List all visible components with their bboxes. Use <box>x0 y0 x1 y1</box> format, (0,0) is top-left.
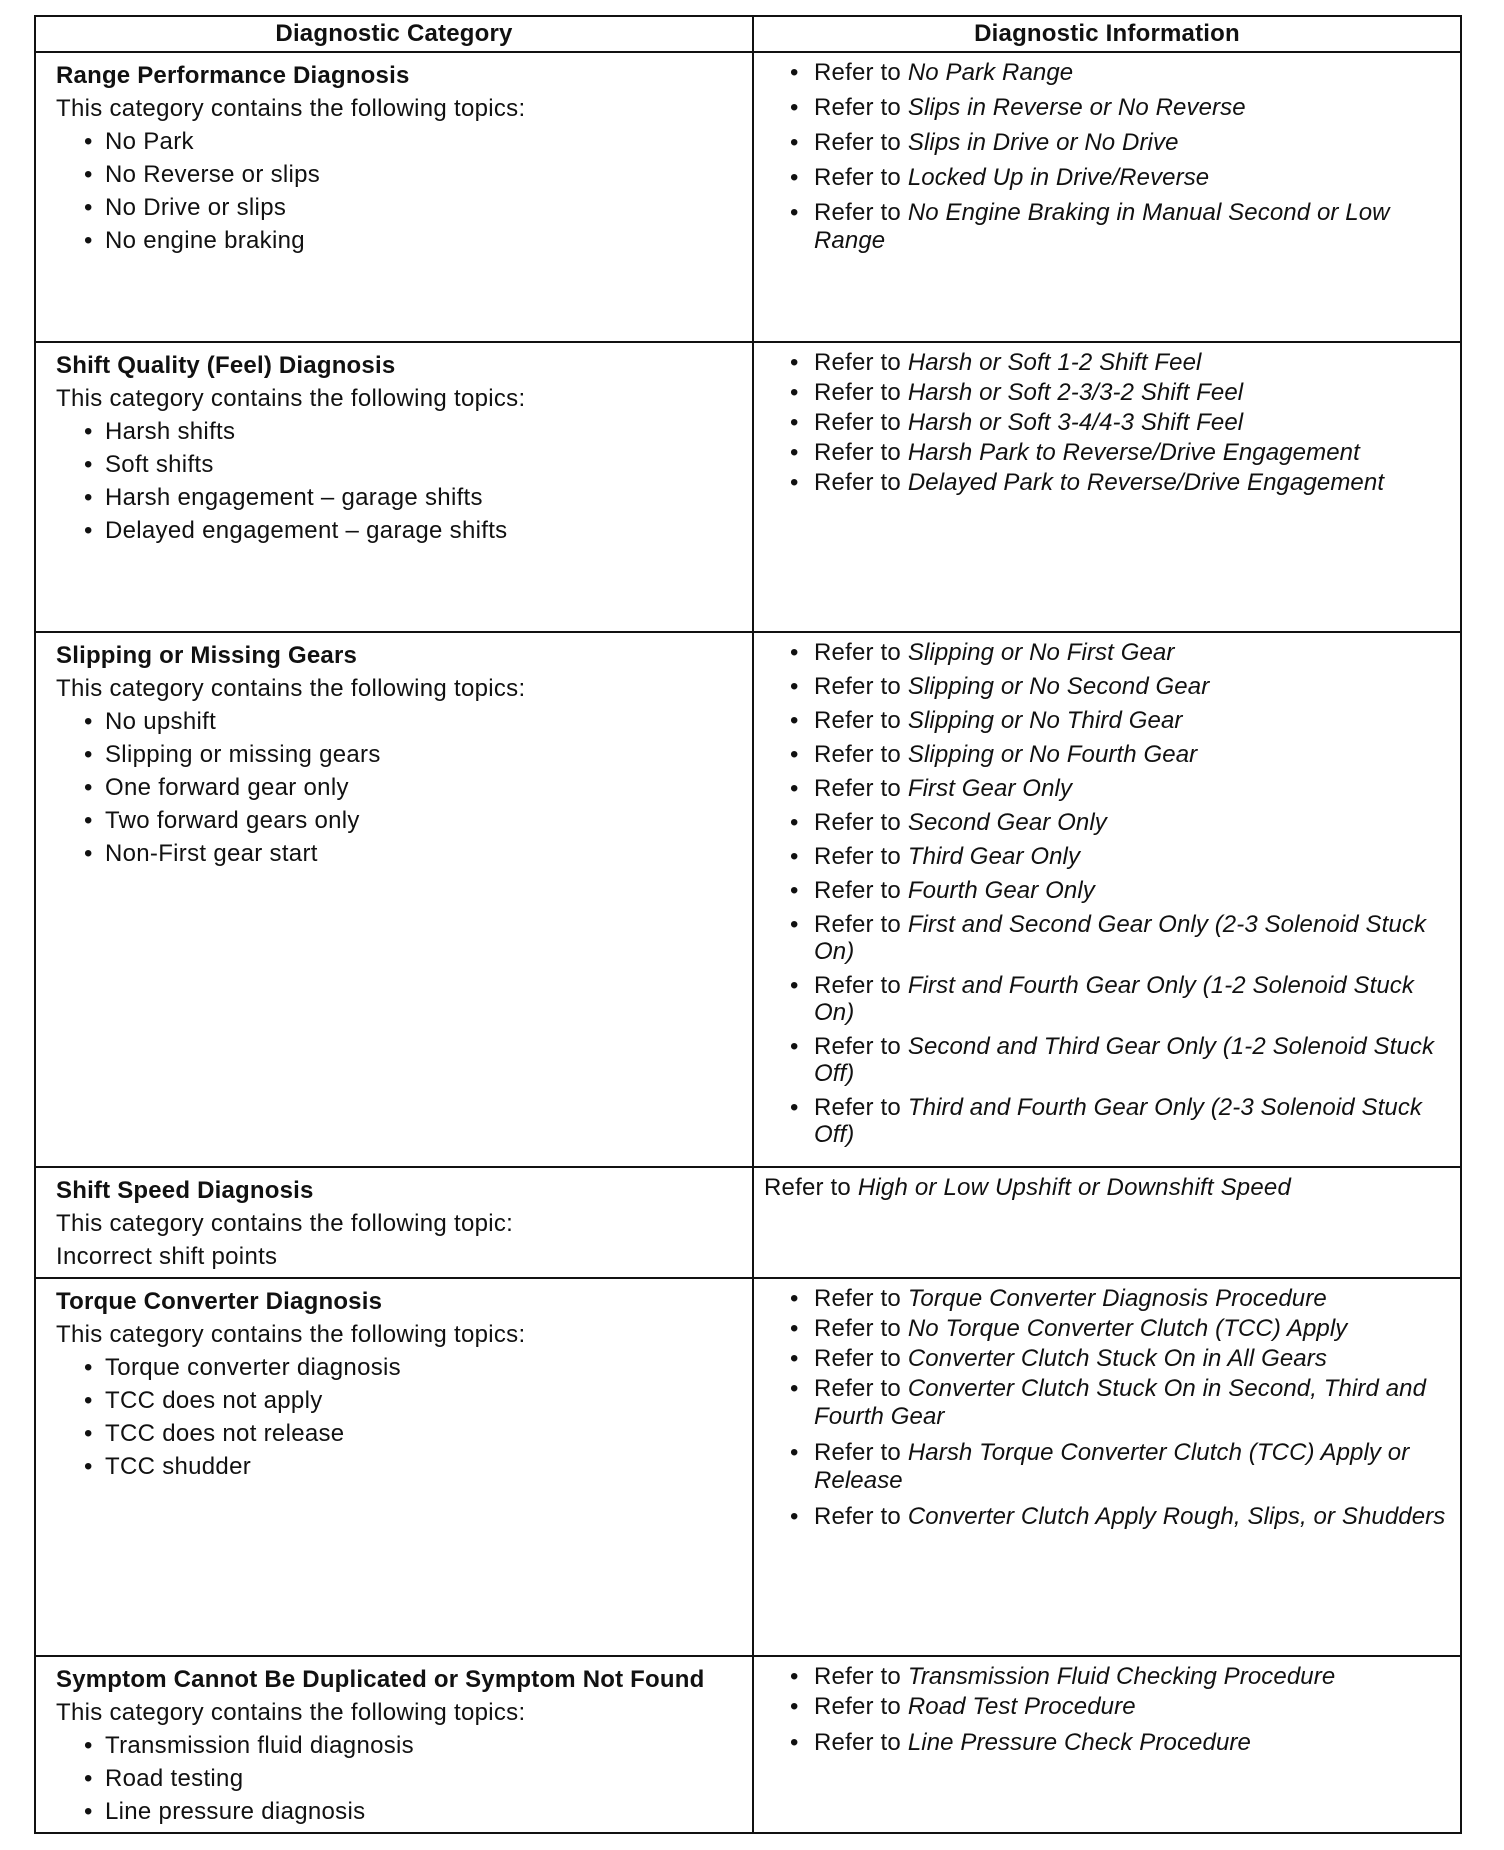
refer-prefix: Refer to <box>814 1375 901 1402</box>
reference-link[interactable]: Slips in Drive or No Drive <box>907 129 1179 156</box>
topic-item: • No upshift <box>84 705 742 738</box>
reference-link[interactable]: First and Second Gear Only (2-3 Solenoid Stuck On) <box>814 911 1427 965</box>
category-cell <box>35 632 753 1167</box>
topic-item: • No Park <box>84 125 742 158</box>
reference-item <box>790 1375 1450 1431</box>
topic-item: • Two forward gears only <box>84 804 742 837</box>
reference-link[interactable]: Harsh or Soft 3-4/4-3 Shift Feel <box>907 409 1244 436</box>
category-intro: This category contains the following topics: <box>56 1321 526 1348</box>
reference-link[interactable]: Torque Converter Diagnosis Procedure <box>907 1285 1327 1312</box>
header-diagnostic-information: Diagnostic Information <box>753 16 1461 52</box>
reference-item <box>790 809 1450 836</box>
reference-list <box>790 349 1450 497</box>
reference-item <box>790 379 1450 407</box>
refer-prefix: Refer to <box>814 1503 901 1530</box>
reference-item <box>790 673 1450 700</box>
information-cell <box>753 632 1461 1167</box>
reference-link[interactable]: No Park Range <box>907 59 1074 86</box>
topic-item: • No Drive or slips <box>84 191 742 224</box>
reference-item <box>790 469 1450 497</box>
table-row <box>35 342 1461 632</box>
information-cell <box>753 1167 1461 1278</box>
refer-prefix: Refer to <box>814 673 901 700</box>
refer-prefix: Refer to <box>814 775 901 802</box>
category-title: Shift Quality (Feel) Diagnosis <box>56 352 396 379</box>
category-title: Symptom Cannot Be Duplicated or Symptom Not Found <box>56 1666 705 1693</box>
topic-list <box>56 415 742 547</box>
reference-item <box>790 1439 1450 1495</box>
diagnostic-table <box>34 15 1462 1834</box>
topic-item: • Transmission fluid diagnosis <box>84 1729 742 1762</box>
reference-link[interactable]: Slipping or No Second Gear <box>907 673 1210 700</box>
reference-link[interactable]: First Gear Only <box>907 775 1073 802</box>
table-row <box>35 52 1461 342</box>
reference-item <box>790 972 1450 1026</box>
refer-prefix: Refer to <box>814 1663 901 1690</box>
reference-link[interactable]: Harsh or Soft 1-2 Shift Feel <box>907 349 1202 376</box>
reference-link[interactable]: Slips in Reverse or No Reverse <box>907 94 1246 121</box>
refer-prefix: Refer to <box>814 741 901 768</box>
category-intro: This category contains the following topics: <box>56 1699 526 1726</box>
information-cell <box>753 52 1461 342</box>
reference-item <box>790 741 1450 768</box>
topic-item: • Torque converter diagnosis <box>84 1351 742 1384</box>
reference-item <box>790 94 1450 122</box>
reference-list <box>790 59 1450 255</box>
reference-item <box>790 59 1450 87</box>
reference-item <box>790 1503 1450 1531</box>
reference-list <box>790 1285 1450 1531</box>
category-intro: This category contains the following topic: <box>56 1210 514 1237</box>
reference-link[interactable]: Harsh Park to Reverse/Drive Engagement <box>907 439 1360 466</box>
reference-item <box>790 1094 1450 1148</box>
reference-link[interactable]: Delayed Park to Reverse/Drive Engagement <box>907 469 1385 496</box>
topic-list <box>56 1729 742 1828</box>
table-row <box>35 1278 1461 1656</box>
topic-item: • Delayed engagement – garage shifts <box>84 514 742 547</box>
reference-link[interactable]: Second and Third Gear Only (1-2 Solenoid Stuck Off) <box>814 1033 1435 1087</box>
category-cell <box>35 1278 753 1656</box>
refer-prefix: Refer to <box>814 972 901 999</box>
reference-item <box>790 1345 1450 1373</box>
reference-item <box>790 129 1450 157</box>
topic-item: • Non-First gear start <box>84 837 742 870</box>
refer-prefix: Refer to <box>814 1094 901 1121</box>
topic-item: • TCC shudder <box>84 1450 742 1483</box>
reference-item <box>790 1729 1450 1757</box>
reference-link[interactable]: Third and Fourth Gear Only (2-3 Solenoid Stuck Off) <box>814 1094 1423 1148</box>
information-cell <box>753 1656 1461 1833</box>
topic-item: • Soft shifts <box>84 448 742 481</box>
reference-link[interactable]: Converter Clutch Stuck On in All Gears <box>907 1345 1327 1372</box>
reference-link[interactable]: No Torque Converter Clutch (TCC) Apply <box>907 1315 1348 1342</box>
refer-prefix: Refer to <box>814 1315 901 1342</box>
reference-item <box>790 1033 1450 1087</box>
reference-item <box>790 775 1450 802</box>
category-intro: This category contains the following topics: <box>56 385 526 412</box>
reference-item <box>754 1168 1460 1206</box>
refer-prefix: Refer to <box>814 199 901 226</box>
reference-item <box>790 1285 1450 1313</box>
topic-item: • TCC does not release <box>84 1417 742 1450</box>
topic-list <box>56 705 742 870</box>
category-title: Torque Converter Diagnosis <box>56 1288 383 1315</box>
reference-item <box>790 1315 1450 1343</box>
refer-prefix: Refer to <box>814 94 901 121</box>
refer-prefix: Refer to <box>814 1285 901 1312</box>
topic-item: • Slipping or missing gears <box>84 738 742 771</box>
reference-list <box>790 639 1450 1148</box>
reference-link[interactable]: Converter Clutch Stuck On in Second, Third and Fourth Gear <box>814 1375 1427 1430</box>
category-cell <box>35 1167 753 1278</box>
reference-link[interactable]: First and Fourth Gear Only (1-2 Solenoid Stuck On) <box>814 972 1415 1026</box>
reference-item <box>790 164 1450 192</box>
reference-link[interactable]: Road Test Procedure <box>907 1693 1136 1720</box>
category-cell <box>35 342 753 632</box>
reference-link[interactable]: Slipping or No Fourth Gear <box>907 741 1198 768</box>
refer-prefix: Refer to <box>814 349 901 376</box>
topic-list <box>56 1351 742 1483</box>
reference-link[interactable]: Harsh or Soft 2-3/3-2 Shift Feel <box>907 379 1244 406</box>
reference-item <box>790 349 1450 377</box>
reference-link[interactable]: Line Pressure Check Procedure <box>907 1729 1251 1756</box>
category-intro: This category contains the following topics: <box>56 675 526 702</box>
table-row <box>35 632 1461 1167</box>
table-header-row <box>35 16 1461 52</box>
reference-link[interactable]: Third Gear Only <box>907 843 1081 870</box>
topic-item: • Line pressure diagnosis <box>84 1795 742 1828</box>
refer-prefix: Refer to <box>814 439 901 466</box>
reference-link[interactable]: Slipping or No First Gear <box>907 639 1175 666</box>
reference-item <box>790 707 1450 734</box>
refer-prefix: Refer to <box>814 639 901 666</box>
topic-item: • Road testing <box>84 1762 742 1795</box>
topic-item: • Harsh engagement – garage shifts <box>84 481 742 514</box>
information-cell <box>753 1278 1461 1656</box>
category-title: Slipping or Missing Gears <box>56 642 358 669</box>
refer-prefix: Refer to <box>814 877 901 904</box>
refer-prefix: Refer to <box>814 707 901 734</box>
reference-item <box>790 1693 1450 1721</box>
reference-item <box>790 409 1450 437</box>
category-intro: This category contains the following topics: <box>56 95 526 122</box>
reference-link[interactable]: Converter Clutch Apply Rough, Slips, or Shudders <box>907 1503 1446 1530</box>
refer-prefix: Refer to <box>764 1174 851 1201</box>
reference-link[interactable]: Locked Up in Drive/Reverse <box>907 164 1210 191</box>
reference-link[interactable]: Second Gear Only <box>907 809 1107 836</box>
topic-item: • One forward gear only <box>84 771 742 804</box>
refer-prefix: Refer to <box>814 911 901 938</box>
refer-prefix: Refer to <box>814 843 901 870</box>
reference-item <box>790 911 1450 965</box>
table-row <box>35 1167 1461 1278</box>
refer-prefix: Refer to <box>814 1345 901 1372</box>
category-cell <box>35 1656 753 1833</box>
reference-item <box>790 877 1450 904</box>
topic-list <box>56 125 742 257</box>
refer-prefix: Refer to <box>814 164 901 191</box>
reference-item <box>790 199 1450 255</box>
topic-item: • TCC does not apply <box>84 1384 742 1417</box>
refer-prefix: Refer to <box>814 469 901 496</box>
table-row <box>35 1656 1461 1833</box>
single-topic: Incorrect shift points <box>56 1243 278 1270</box>
refer-prefix: Refer to <box>814 379 901 406</box>
reference-link[interactable]: Transmission Fluid Checking Procedure <box>907 1663 1336 1690</box>
category-cell <box>35 52 753 342</box>
category-title: Range Performance Diagnosis <box>56 62 410 89</box>
refer-prefix: Refer to <box>814 59 901 86</box>
reference-link[interactable]: High or Low Upshift or Downshift Speed <box>857 1174 1292 1201</box>
topic-item: • No Reverse or slips <box>84 158 742 191</box>
reference-link[interactable]: Fourth Gear Only <box>907 877 1095 904</box>
reference-link[interactable]: No Engine Braking in Manual Second or Low Range <box>814 199 1390 254</box>
refer-prefix: Refer to <box>814 409 901 436</box>
refer-prefix: Refer to <box>814 1439 901 1466</box>
reference-item <box>790 439 1450 467</box>
topic-item: • No engine braking <box>84 224 742 257</box>
reference-item <box>790 1663 1450 1691</box>
reference-link[interactable]: Slipping or No Third Gear <box>907 707 1183 734</box>
category-title: Shift Speed Diagnosis <box>56 1177 314 1204</box>
refer-prefix: Refer to <box>814 809 901 836</box>
refer-prefix: Refer to <box>814 1693 901 1720</box>
refer-prefix: Refer to <box>814 1033 901 1060</box>
refer-prefix: Refer to <box>814 129 901 156</box>
information-cell <box>753 342 1461 632</box>
refer-prefix: Refer to <box>814 1729 901 1756</box>
reference-item <box>790 843 1450 870</box>
topic-item: • Harsh shifts <box>84 415 742 448</box>
header-diagnostic-category: Diagnostic Category <box>35 16 753 52</box>
reference-list <box>790 1663 1450 1757</box>
reference-item <box>790 639 1450 666</box>
reference-link[interactable]: Harsh Torque Converter Clutch (TCC) Apply or Release <box>814 1439 1410 1494</box>
